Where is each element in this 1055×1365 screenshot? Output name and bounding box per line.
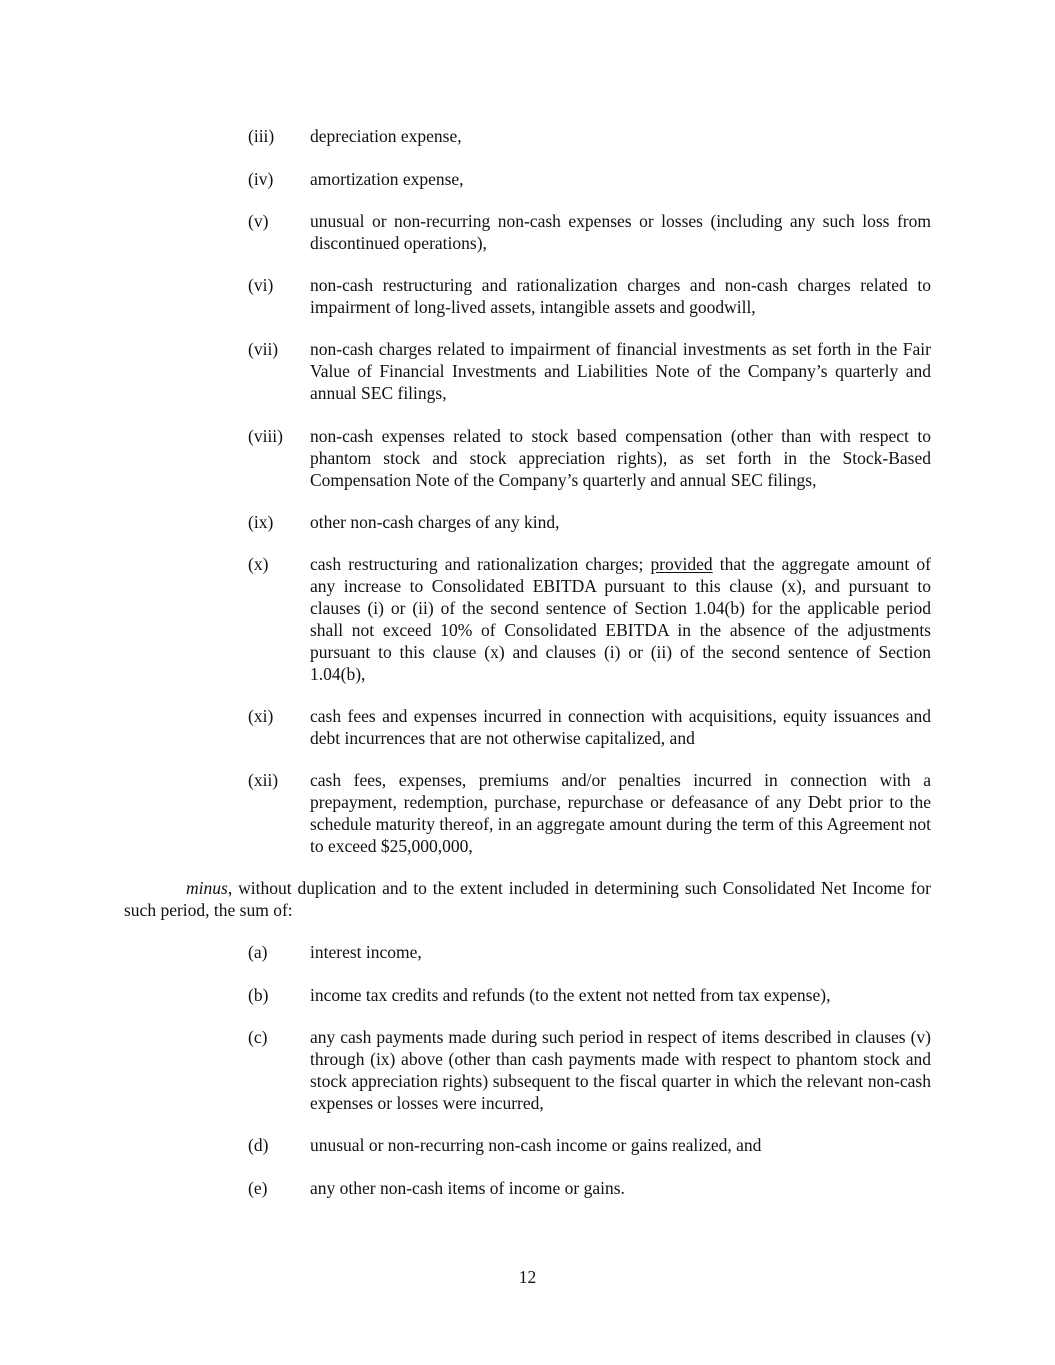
clause-x [248,553,931,685]
clause-vii [248,338,931,404]
clause-iii [248,125,931,147]
page-number: 12 [518,1267,537,1287]
clause-a [248,941,931,963]
clause-c [248,1026,931,1114]
clause-number: (ix) [248,512,274,532]
clause-letter: (e) [248,1178,268,1198]
clause-e [248,1177,931,1199]
clause-v [248,210,931,254]
minus-paragraph [124,877,931,921]
minus-lead: minus [186,878,228,898]
clause-number: (xi) [248,706,274,726]
clause-iv [248,168,931,190]
minus-paragraph-text: , without duplication and to the extent included in determining such Consolidated Net Income for such period, the sum of: [124,878,931,920]
clause-text: any cash payments made during such period in respect of items described in clauses (v) through (ix) above (other than cash payments made with respect to phantom stock and stock appreciation rights) subsequent to the fiscal quarter in which the relevant non-cash expenses or losses were incurred, [310,1027,931,1113]
clause-text: depreciation expense, [310,126,462,146]
clause-text: non-cash charges related to impairment of financial investments as set forth in the Fair Value of Financial Investments and Liabilities Note of the Company’s quarterly and annual SEC filings, [310,339,931,403]
clause-vi [248,274,931,318]
clause-text-start: cash restructuring and rationalization charges; [310,554,651,574]
clause-text [310,553,931,685]
clause-letter: (c) [248,1027,268,1047]
provided-term: provided [650,554,713,574]
clause-xii [248,769,931,857]
clause-text: cash fees, expenses, premiums and/or penalties incurred in connection with a prepayment, redemption, purchase, repurchase or defeasance of any Debt prior to the schedule maturity thereof, in an aggregate amount during the term of this Agreement not to exceed $25,000,000, [310,770,931,856]
clause-text: income tax credits and refunds (to the extent not netted from tax expense), [310,985,831,1005]
clause-text: non-cash restructuring and rationalization charges and non-cash charges related to impairment of long-lived assets, intangible assets and goodwill, [310,275,931,317]
clause-text: any other non-cash items of income or gains. [310,1178,625,1198]
clause-xi [248,705,931,749]
clause-number: (iii) [248,126,275,146]
clause-text-rest: that the aggregate amount of any increase to Consolidated EBITDA pursuant to this clause (x), and pursuant to clauses (i) or (ii) of the second sentence of Section 1.04(b) for the applicable period shall not exceed 10% of Consolidated EBITDA in the absence of the adjustments pursuant to this clause (x) and clauses (i) or (ii) of the second sentence of Section 1.04(b), [310,554,931,684]
clause-number: (vi) [248,275,274,295]
clause-b [248,984,931,1006]
clause-d [248,1134,931,1156]
clause-text: interest income, [310,942,422,962]
clause-text: non-cash expenses related to stock based compensation (other than with respect to phantom stock and stock appreciation rights), as set forth in the Stock-Based Compensation Note of the Company’s quarterly and annual SEC filings, [310,426,931,490]
clause-letter: (a) [248,942,268,962]
clause-letter: (d) [248,1135,269,1155]
clause-letter: (b) [248,985,269,1005]
clause-ix [248,511,931,533]
clause-text: unusual or non-recurring non-cash income or gains realized, and [310,1135,762,1155]
clause-text: unusual or non-recurring non-cash expenses or losses (including any such loss from discontinued operations), [310,211,931,253]
clause-number: (vii) [248,339,279,359]
clause-number: (iv) [248,169,274,189]
clause-number: (xii) [248,770,279,790]
clause-text: other non-cash charges of any kind, [310,512,560,532]
clause-viii [248,425,931,491]
clause-number: (v) [248,211,269,231]
clause-number: (viii) [248,426,283,446]
clause-text: cash fees and expenses incurred in connection with acquisitions, equity issuances and debt incurrences that are not otherwise capitalized, and [310,706,931,748]
clause-number: (x) [248,554,269,574]
clause-text: amortization expense, [310,169,464,189]
